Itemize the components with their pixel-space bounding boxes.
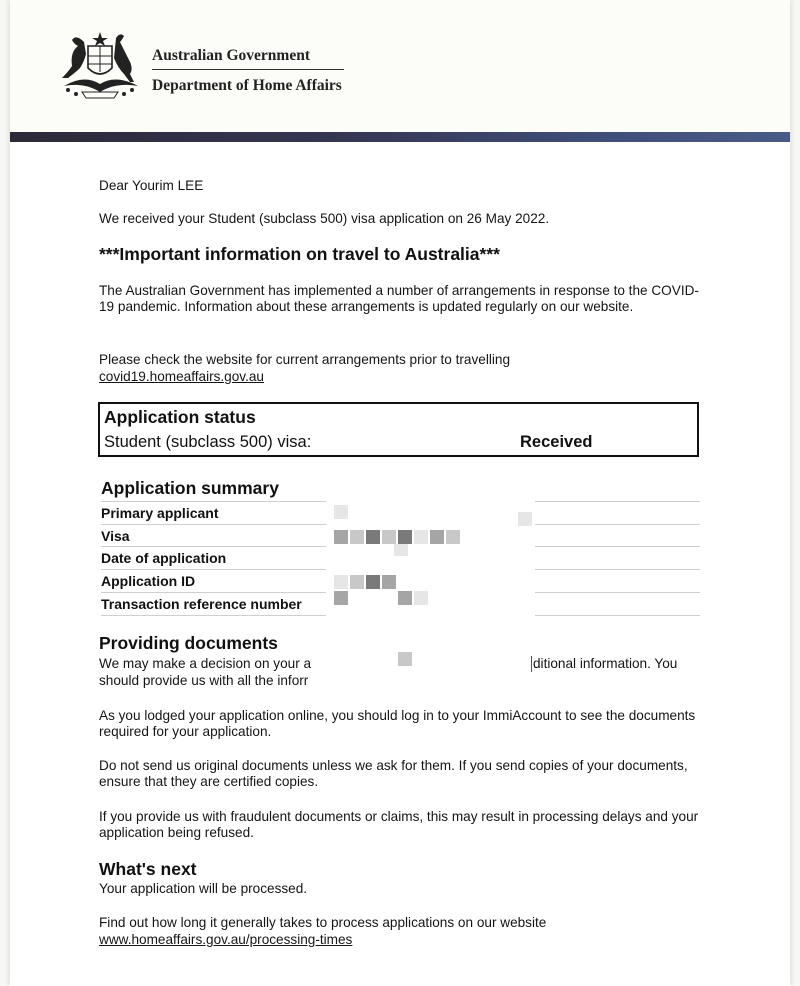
documents-line2-start: should provide us with all the inforr: [99, 673, 309, 688]
documents-line1-end: ditional information. You: [533, 656, 678, 671]
fraud-paragraph: If you provide us with fraudulent documents or claims, this may result in processing delays and your application being refused.: [99, 809, 699, 840]
application-status-box: [98, 402, 699, 457]
status-label: Student (subclass 500) visa:: [104, 433, 312, 451]
letter-page: [10, 0, 790, 986]
summary-rule: [101, 501, 326, 502]
salutation: Dear Yourim LEE: [99, 178, 204, 193]
status-title: Application status: [104, 407, 256, 427]
summary-label-date: Date of application: [101, 550, 227, 566]
coat-of-arms-icon: [54, 28, 146, 100]
summary-rule: [101, 569, 326, 570]
summary-label-primary-applicant: Primary applicant: [101, 505, 219, 521]
find-out-line: Find out how long it generally takes to process applications on our website: [99, 915, 547, 930]
summary-rule: [535, 592, 700, 593]
processed-line: Your application will be processed.: [99, 881, 308, 896]
status-value: Received: [520, 433, 593, 451]
summary-rule: [535, 524, 700, 525]
letterhead-divider: [152, 69, 344, 70]
immiaccount-paragraph: As you lodged your application online, you should log in to your ImmiAccount to see the documents required for your application.: [99, 708, 696, 739]
department-name: Department of Home Affairs: [152, 77, 342, 94]
travel-heading: ***Important information on travel to Australia***: [99, 244, 500, 264]
check-website-line: Please check the website for current arrangements prior to travelling: [99, 352, 511, 367]
summary-rule: [101, 615, 326, 616]
summary-rule: [101, 592, 326, 593]
covid-website-link[interactable]: covid19.homeaffairs.gov.au: [99, 369, 264, 384]
whats-next-title: What's next: [99, 859, 197, 879]
documents-title: Providing documents: [99, 633, 278, 653]
processing-times-link[interactable]: www.homeaffairs.gov.au/processing-times: [99, 932, 353, 947]
summary-label-application-id: Application ID: [101, 573, 196, 589]
government-name: Australian Government: [152, 47, 311, 64]
summary-rule: [101, 524, 326, 525]
summary-rule: [535, 546, 700, 547]
covid-paragraph: The Australian Government has implemented a number of arrangements in response to the COVID-19 pandemic. Information about these arrangements is updated regularly on our website.: [99, 283, 699, 314]
summary-rule: [535, 615, 700, 616]
letterhead: [10, 0, 790, 132]
summary-label-transaction-ref: Transaction reference number: [101, 596, 302, 612]
documents-line1-start: We may make a decision on your a: [99, 656, 312, 671]
originals-paragraph: Do not send us original documents unless we ask for them. If you send copies of your documents, ensure that they are certified copies.: [99, 758, 688, 789]
received-line: We received your Student (subclass 500) visa application on 26 May 2022.: [99, 211, 550, 226]
summary-title: Application summary: [101, 478, 279, 498]
summary-rule: [535, 501, 700, 502]
summary-rule: [535, 569, 700, 570]
summary-label-visa: Visa: [101, 528, 130, 544]
summary-rule: [101, 546, 326, 547]
header-band: [10, 132, 790, 142]
